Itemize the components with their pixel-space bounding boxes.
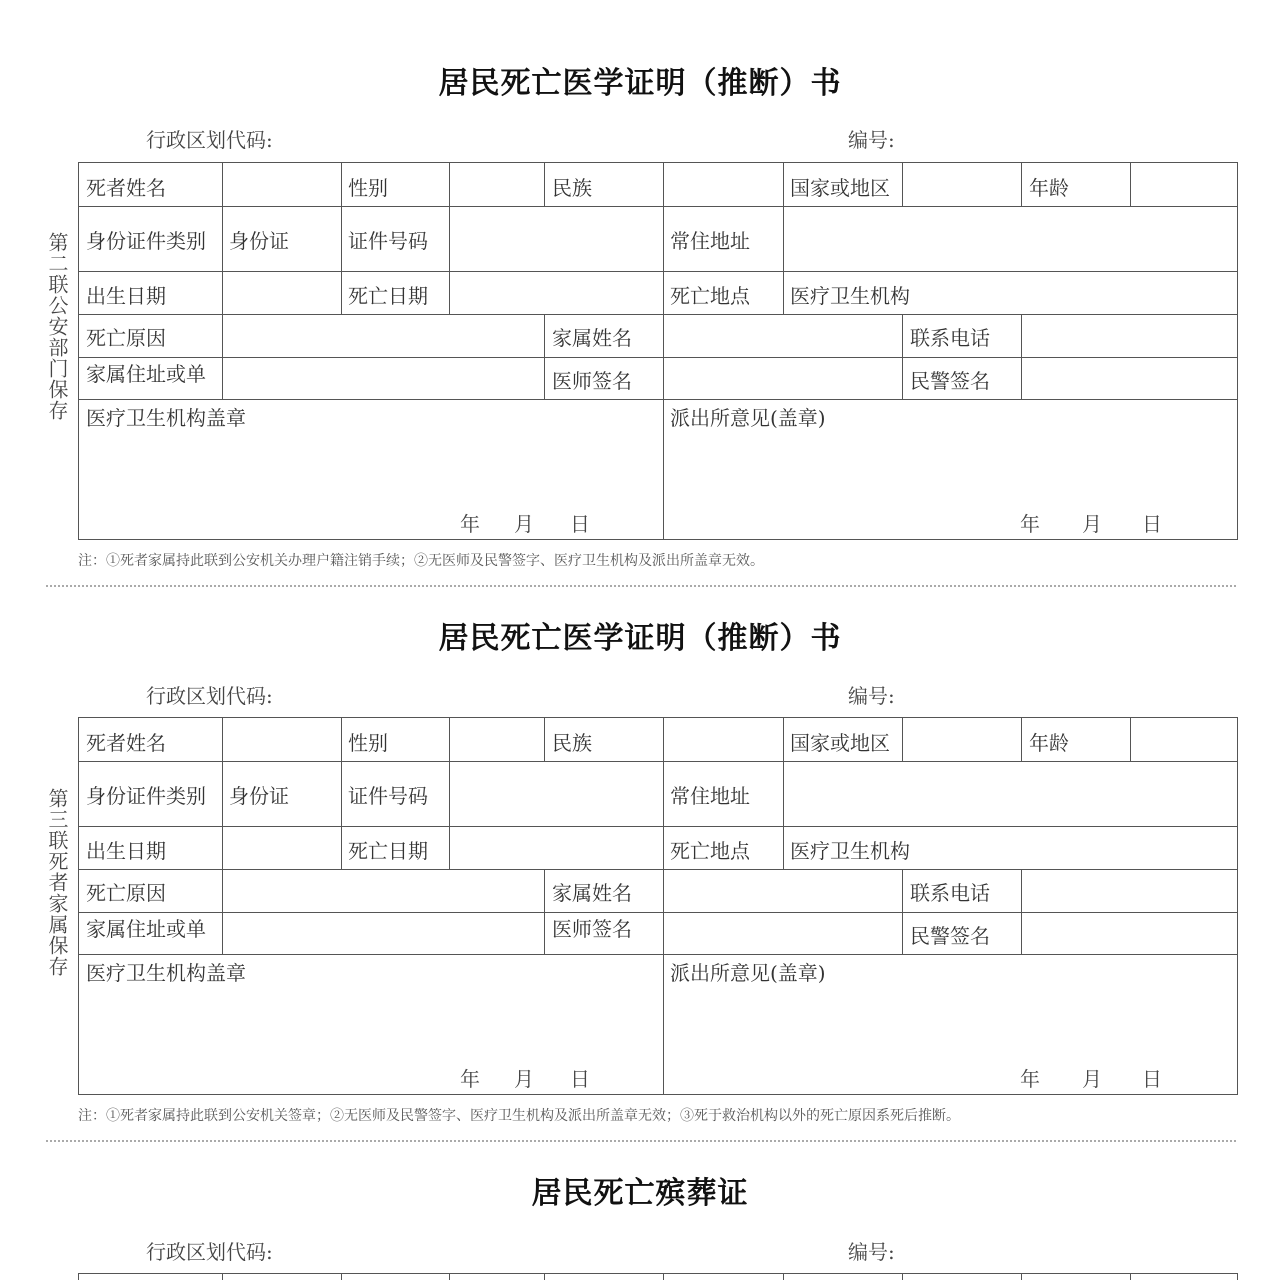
- label-cause-of-death: 死亡原因: [86, 326, 166, 350]
- form-title: 居民死亡医学证明（推断）书: [438, 621, 842, 656]
- form-title: 居民死亡殡葬证: [531, 1176, 749, 1211]
- label-family-name: 家属姓名: [552, 881, 632, 905]
- label-death-place: 死亡地点: [670, 284, 750, 308]
- label-ethnicity: 民族: [552, 176, 592, 200]
- label-hospital-seal: 医疗卫生机构盖章: [86, 406, 246, 430]
- label-cause-of-death: 死亡原因: [86, 881, 166, 905]
- form-note: 注：①死者家属持此联到公安机关签章；②无医师及民警签字、医疗卫生机构及派出所盖章无效；③死于救治机构以外的死亡原因系死后推断。: [78, 1108, 960, 1124]
- month-label: 月: [1082, 512, 1102, 536]
- year-label: 年: [1020, 512, 1040, 536]
- label-phone: 联系电话: [910, 881, 990, 905]
- year-label: 年: [1020, 1067, 1040, 1091]
- label-doctor-sign: 医师签名: [552, 369, 632, 393]
- label-address: 常住地址: [670, 784, 750, 808]
- label-deceased-name: 死者姓名: [86, 731, 166, 755]
- label-ethnicity: 民族: [552, 731, 592, 755]
- cut-line: [46, 585, 1236, 587]
- label-family-name: 家属姓名: [552, 326, 632, 350]
- cut-line: [46, 1140, 1236, 1142]
- value-death-place: 医疗卫生机构: [790, 839, 910, 863]
- label-id-number: 证件号码: [348, 784, 428, 808]
- label-family-address: 家属住址或单: [86, 917, 206, 941]
- label-deceased-name: 死者姓名: [86, 176, 166, 200]
- label-police-sign: 民警签名: [910, 924, 990, 948]
- month-label: 月: [514, 512, 534, 536]
- label-police-station-opinion: 派出所意见(盖章): [670, 406, 826, 430]
- label-sex: 性别: [348, 731, 388, 755]
- day-label: 日: [570, 1067, 590, 1091]
- label-death-date: 死亡日期: [348, 839, 428, 863]
- label-doctor-sign: 医师签名: [552, 917, 632, 941]
- region-code-label: 行政区划代码:: [146, 684, 273, 708]
- label-death-date: 死亡日期: [348, 284, 428, 308]
- form-note: 注：①死者家属持此联到公安机关办理户籍注销手续；②无医师及民警签字、医疗卫生机构及派出所盖章无效。: [78, 553, 764, 569]
- month-label: 月: [1082, 1067, 1102, 1091]
- label-hospital-seal: 医疗卫生机构盖章: [86, 961, 246, 985]
- number-label: 编号:: [848, 1240, 895, 1264]
- label-id-type: 身份证件类别: [86, 784, 206, 808]
- label-id-type: 身份证件类别: [86, 229, 206, 253]
- day-label: 日: [1142, 1067, 1162, 1091]
- value-death-place: 医疗卫生机构: [790, 284, 910, 308]
- side-label: 第三联死者家属保存: [45, 788, 69, 977]
- number-label: 编号:: [848, 684, 895, 708]
- label-country: 国家或地区: [790, 176, 890, 200]
- label-sex: 性别: [348, 176, 388, 200]
- value-id-type: 身份证: [229, 229, 289, 253]
- value-id-type: 身份证: [229, 784, 289, 808]
- label-family-address: 家属住址或单: [86, 362, 206, 386]
- label-phone: 联系电话: [910, 326, 990, 350]
- label-id-number: 证件号码: [348, 229, 428, 253]
- label-death-place: 死亡地点: [670, 839, 750, 863]
- label-age: 年龄: [1029, 731, 1069, 755]
- month-label: 月: [514, 1067, 534, 1091]
- region-code-label: 行政区划代码:: [146, 128, 273, 152]
- label-birth-date: 出生日期: [86, 839, 166, 863]
- label-age: 年龄: [1029, 176, 1069, 200]
- form-title: 居民死亡医学证明（推断）书: [438, 66, 842, 101]
- label-address: 常住地址: [670, 229, 750, 253]
- number-label: 编号:: [848, 128, 895, 152]
- label-country: 国家或地区: [790, 731, 890, 755]
- day-label: 日: [1142, 512, 1162, 536]
- year-label: 年: [460, 1067, 480, 1091]
- label-birth-date: 出生日期: [86, 284, 166, 308]
- day-label: 日: [570, 512, 590, 536]
- label-police-sign: 民警签名: [910, 369, 990, 393]
- region-code-label: 行政区划代码:: [146, 1240, 273, 1264]
- label-police-station-opinion: 派出所意见(盖章): [670, 961, 826, 985]
- year-label: 年: [460, 512, 480, 536]
- side-label: 第二联公安部门保存: [45, 232, 69, 421]
